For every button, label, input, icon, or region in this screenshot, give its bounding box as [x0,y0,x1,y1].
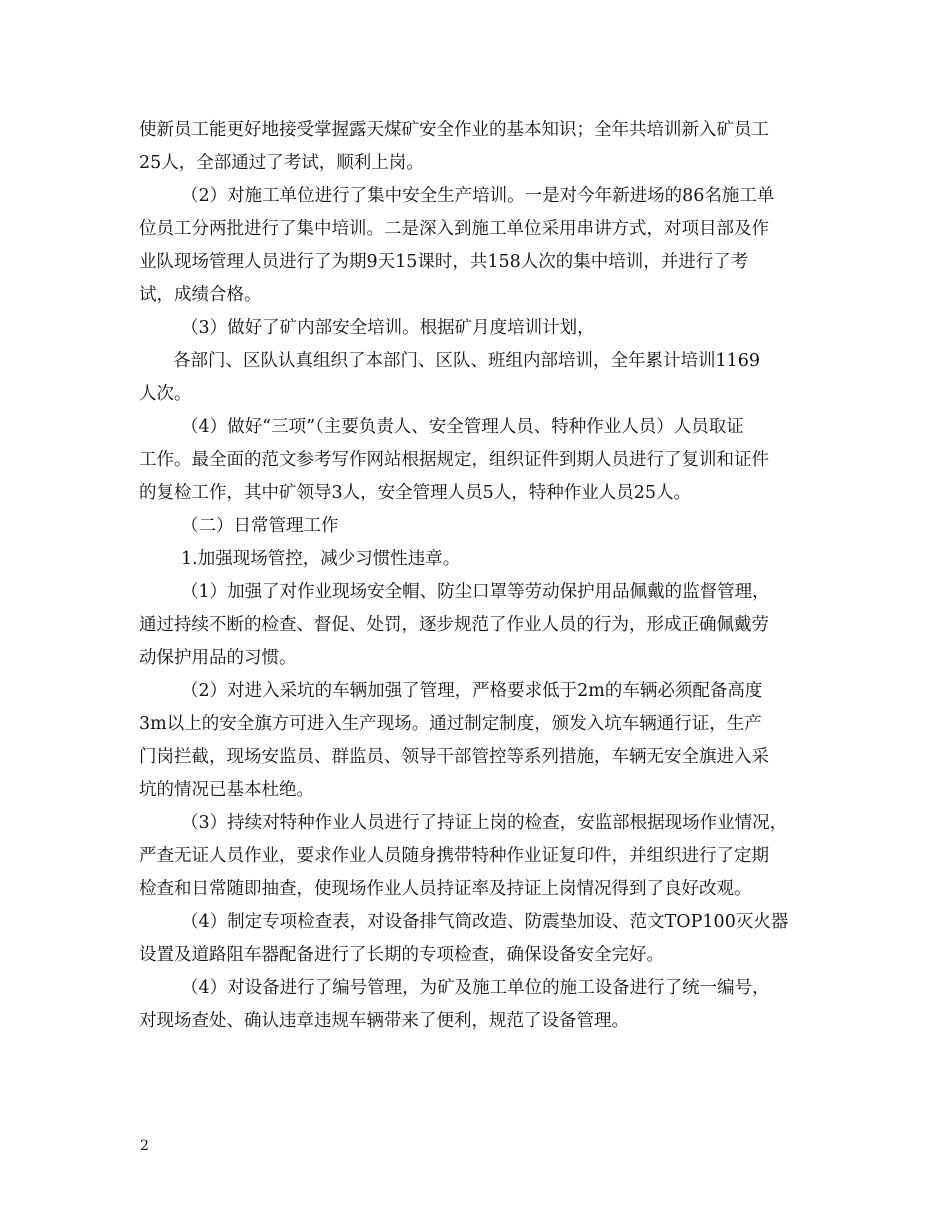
text-line: 各部门、区队认真组织了本部门、区队、班组内部培训，全年累计培训1169 [173,351,761,371]
text-line: （2）对施工单位进行了集中安全生产培训。一是对今年新进场的86名施工单 [181,186,775,206]
text-line: 位员工分两批进行了集中培训。二是深入到施工单位采用串讲方式，对项目部及作 [139,219,769,239]
text-line: 3m以上的安全旗方可进入生产现场。通过制定制度，颁发入坑车辆通行证，生产 [139,714,762,734]
text-line: 对现场查处、确认违章违规车辆带来了便利，规范了设备管理。 [139,1011,629,1031]
text-line: 人次。 [139,384,192,404]
text-line: 工作。最全面的范文参考写作网站根据规定，组织证件到期人员进行了复训和证件 [139,450,769,470]
text-line: 25人，全部通过了考试，顺利上岗。 [139,153,424,173]
text-line: （二）日常管理工作 [181,516,339,536]
text-line: 严查无证人员作业，要求作业人员随身携带特种作业证复印件，并组织进行了定期 [139,846,769,866]
text-line: （4）制定专项检查表，对设备排气筒改造、防震垫加设、范文TOP100灭火器 [181,912,789,932]
page-number: 2 [140,1138,149,1154]
text-line: 坑的情况已基本杜绝。 [139,780,314,800]
text-line: （3）做好了矿内部安全培训。根据矿月度培训计划， [181,318,595,338]
text-line: 业队现场管理人员进行了为期9天15课时，共158人次的集中培训，并进行了考 [139,252,749,272]
text-line: （4）做好“三项”（主要负责人、安全管理人员、特种作业人员）人员取证 [181,417,744,437]
text-line: 试，成绩合格。 [139,285,262,305]
text-line: 门岗拦截，现场安监员、群监员、领导干部管控等系列措施，车辆无安全旗进入采 [139,747,769,767]
text-line: 1.加强现场管控，减少习惯性违章。 [181,549,461,569]
text-line: 通过持续不断的检查、督促、处罚，逐步规范了作业人员的行为，形成正确佩戴劳 [139,615,769,635]
text-line: （4）对设备进行了编号管理，为矿及施工单位的施工设备进行了统一编号， [181,978,770,998]
text-line: 动保护用品的习惯。 [139,648,297,668]
text-line: 检查和日常随即抽查，使现场作业人员持证率及持证上岗情况得到了良好改观。 [139,879,752,899]
text-line: 设置及道路阻车器配备进行了长期的专项检查，确保设备安全完好。 [139,945,664,965]
text-line: 的复检工作，其中矿领导3人，安全管理人员5人，特种作业人员25人。 [139,483,692,503]
text-line: （1）加强了对作业现场安全帽、防尘口罩等劳动保护用品佩戴的监督管理， [181,582,770,602]
text-line: 使新员工能更好地接受掌握露天煤矿安全作业的基本知识；全年共培训新入矿员工 [139,120,769,140]
text-line: （2）对进入采坑的车辆加强了管理，严格要求低于2m的车辆必须配备高度 [181,681,763,701]
text-line: （3）持续对特种作业人员进行了持证上岗的检查，安监部根据现场作业情况， [181,813,788,833]
document-body [139,114,819,1038]
